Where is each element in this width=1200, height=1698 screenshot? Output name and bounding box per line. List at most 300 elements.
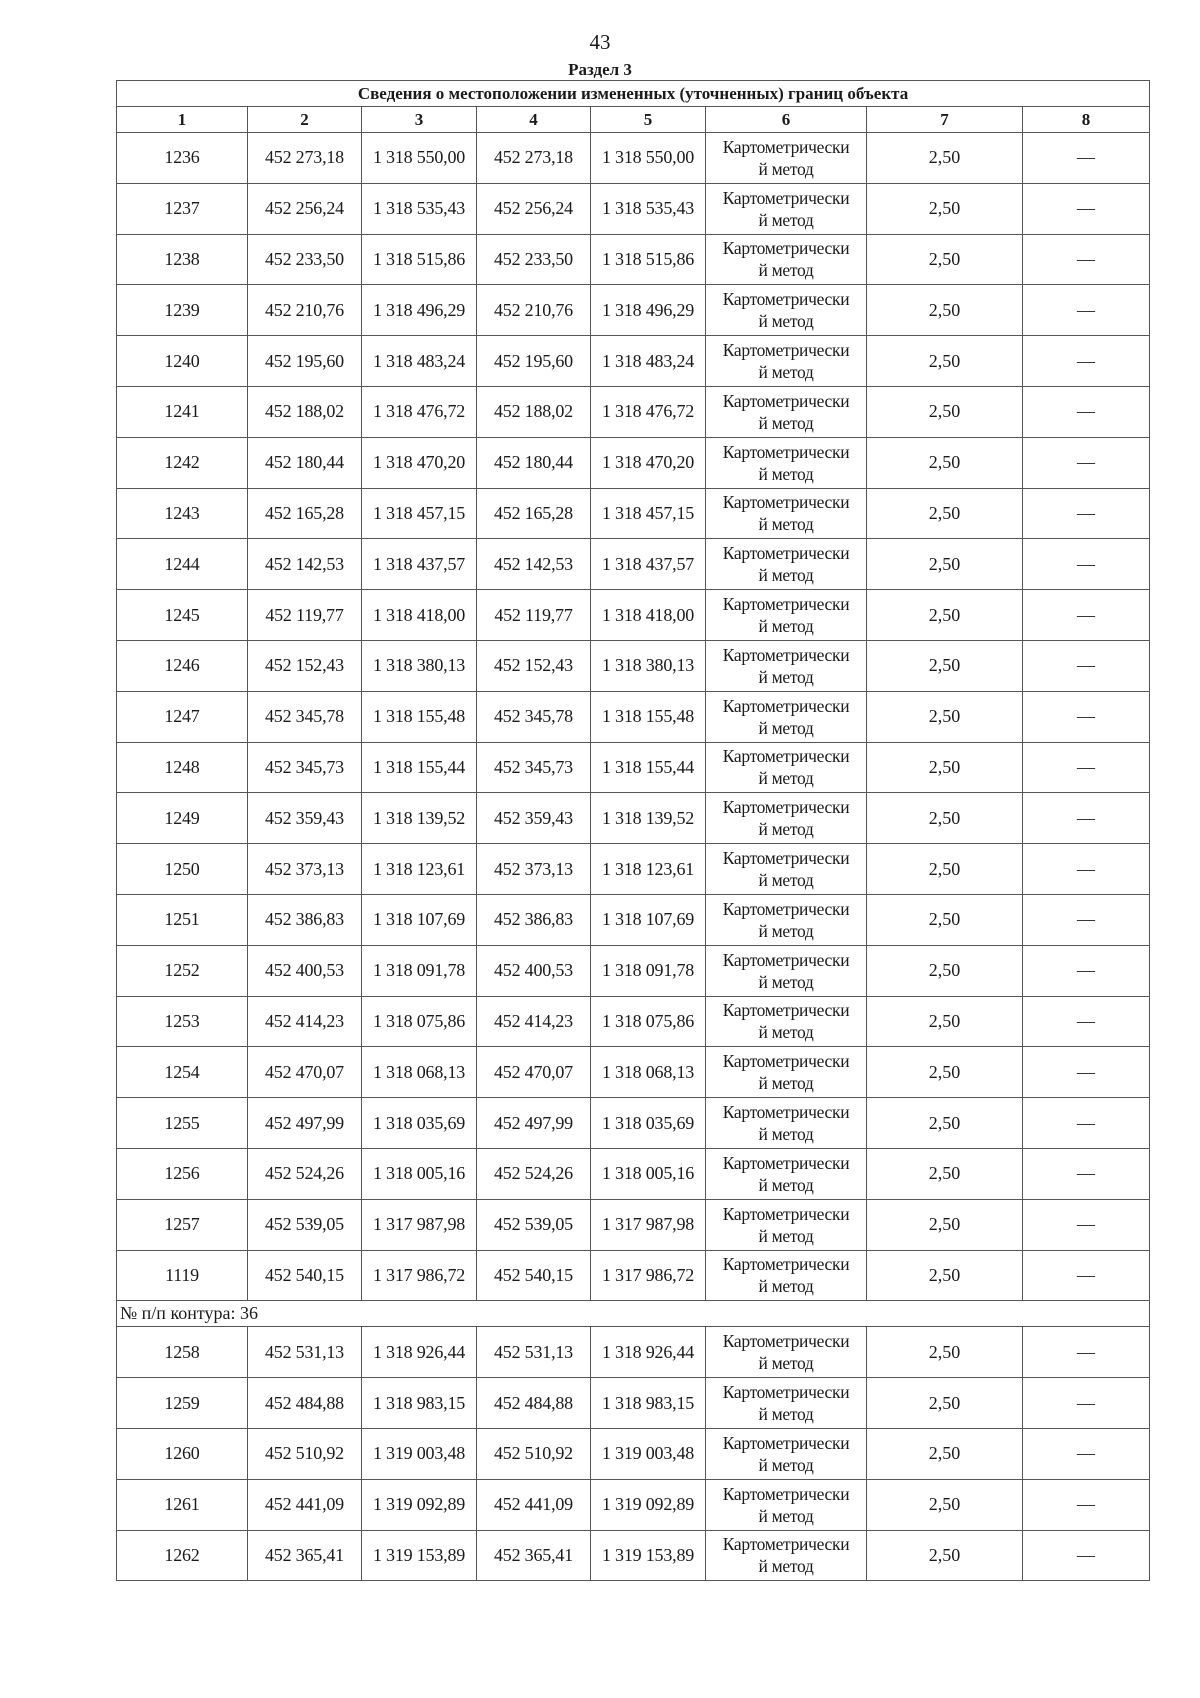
table-row [117, 640, 1150, 691]
accuracy-cell: 2,50 [867, 1378, 1023, 1429]
description-cell: — [1023, 894, 1150, 945]
point-number-cell: 1238 [117, 234, 248, 285]
y-old-cell: 1 319 092,89 [362, 1479, 477, 1530]
table-row [117, 1479, 1150, 1530]
y-old-cell: 1 318 437,57 [362, 539, 477, 590]
y-new-cell: 1 318 535,43 [591, 183, 706, 234]
y-old-cell: 1 318 470,20 [362, 437, 477, 488]
y-old-cell: 1 318 457,15 [362, 488, 477, 539]
description-cell: — [1023, 1530, 1150, 1581]
y-new-cell: 1 318 155,48 [591, 691, 706, 742]
description-cell: — [1023, 285, 1150, 336]
y-old-cell: 1 318 483,24 [362, 336, 477, 387]
y-new-cell: 1 319 153,89 [591, 1530, 706, 1581]
method-text-line: Картометрически [722, 238, 850, 259]
method-text-line: й метод [758, 158, 814, 179]
method-text-line: Картометрически [722, 1382, 850, 1403]
point-number-cell: 1242 [117, 437, 248, 488]
accuracy-cell: 2,50 [867, 1479, 1023, 1530]
y-new-cell: 1 318 470,20 [591, 437, 706, 488]
accuracy-cell: 2,50 [867, 1047, 1023, 1098]
column-number: 6 [706, 107, 867, 133]
table-row [117, 234, 1150, 285]
x-new-cell: 452 152,43 [477, 640, 591, 691]
y-old-cell: 1 318 091,78 [362, 945, 477, 996]
y-old-cell: 1 318 550,00 [362, 133, 477, 184]
method-text-line: Картометрически [722, 136, 850, 157]
table-body [117, 133, 1150, 1581]
point-number-cell: 1252 [117, 945, 248, 996]
method-cell [706, 1428, 867, 1479]
method-cell [706, 640, 867, 691]
x-new-cell: 452 188,02 [477, 386, 591, 437]
method-text-line: й метод [758, 362, 814, 383]
table-row [117, 539, 1150, 590]
method-text-line: Картометрически [722, 441, 850, 462]
point-number-cell: 1245 [117, 590, 248, 641]
method-text-line: й метод [758, 717, 814, 738]
accuracy-cell: 2,50 [867, 691, 1023, 742]
x-new-cell: 452 345,73 [477, 742, 591, 793]
page-number: 43 [589, 30, 611, 54]
x-old-cell: 452 386,83 [248, 894, 362, 945]
description-cell: — [1023, 336, 1150, 387]
method-text-line: й метод [758, 616, 814, 637]
method-cell [706, 539, 867, 590]
method-cell [706, 1098, 867, 1149]
table-row [117, 1428, 1150, 1479]
method-cell [706, 1479, 867, 1530]
accuracy-cell: 2,50 [867, 1327, 1023, 1378]
point-number-cell: 1262 [117, 1530, 248, 1581]
column-number-row [117, 107, 1150, 133]
method-cell [706, 336, 867, 387]
table-row [117, 894, 1150, 945]
x-new-cell: 452 273,18 [477, 133, 591, 184]
method-text-line: й метод [758, 1276, 814, 1297]
y-new-cell: 1 318 380,13 [591, 640, 706, 691]
y-new-cell: 1 318 075,86 [591, 996, 706, 1047]
method-text-line: й метод [758, 1124, 814, 1145]
description-cell: — [1023, 133, 1150, 184]
method-cell [706, 234, 867, 285]
table-row [117, 1327, 1150, 1378]
column-number: 4 [477, 107, 591, 133]
y-new-cell: 1 318 107,69 [591, 894, 706, 945]
x-old-cell: 452 165,28 [248, 488, 362, 539]
method-text-line: й метод [758, 311, 814, 332]
x-old-cell: 452 531,13 [248, 1327, 362, 1378]
y-old-cell: 1 318 418,00 [362, 590, 477, 641]
accuracy-cell: 2,50 [867, 1098, 1023, 1149]
description-cell: — [1023, 1098, 1150, 1149]
method-text-line: Картометрически [722, 898, 850, 919]
y-old-cell: 1 318 496,29 [362, 285, 477, 336]
point-number-cell: 1237 [117, 183, 248, 234]
column-number: 5 [591, 107, 706, 133]
x-old-cell: 452 345,73 [248, 742, 362, 793]
point-number-cell: 1257 [117, 1199, 248, 1250]
x-old-cell: 452 510,92 [248, 1428, 362, 1479]
accuracy-cell: 2,50 [867, 590, 1023, 641]
point-number-cell: 1241 [117, 386, 248, 437]
x-new-cell: 452 540,15 [477, 1250, 591, 1301]
y-old-cell: 1 317 986,72 [362, 1250, 477, 1301]
method-text-line: Картометрически [722, 644, 850, 665]
y-new-cell: 1 317 986,72 [591, 1250, 706, 1301]
point-number-cell: 1239 [117, 285, 248, 336]
x-old-cell: 452 152,43 [248, 640, 362, 691]
method-text-line: й метод [758, 565, 814, 586]
accuracy-cell: 2,50 [867, 945, 1023, 996]
method-text-line: й метод [758, 920, 814, 941]
method-text-line: й метод [758, 1353, 814, 1374]
accuracy-cell: 2,50 [867, 1530, 1023, 1581]
method-text-line: й метод [758, 1556, 814, 1577]
description-cell: — [1023, 1327, 1150, 1378]
method-text-line: й метод [758, 971, 814, 992]
description-cell: — [1023, 437, 1150, 488]
x-new-cell: 452 414,23 [477, 996, 591, 1047]
x-old-cell: 452 373,13 [248, 844, 362, 895]
table-row [117, 793, 1150, 844]
table-row [117, 1530, 1150, 1581]
point-number-cell: 1253 [117, 996, 248, 1047]
accuracy-cell: 2,50 [867, 437, 1023, 488]
y-new-cell: 1 318 068,13 [591, 1047, 706, 1098]
point-number-cell: 1256 [117, 1148, 248, 1199]
y-old-cell: 1 318 035,69 [362, 1098, 477, 1149]
method-text-line: й метод [758, 1073, 814, 1094]
x-old-cell: 452 273,18 [248, 133, 362, 184]
method-cell [706, 386, 867, 437]
x-old-cell: 452 539,05 [248, 1199, 362, 1250]
x-new-cell: 452 510,92 [477, 1428, 591, 1479]
method-text-line: Картометрически [722, 797, 850, 818]
y-old-cell: 1 319 153,89 [362, 1530, 477, 1581]
method-text-line: й метод [758, 412, 814, 433]
method-text-line: й метод [758, 209, 814, 230]
table-row [117, 386, 1150, 437]
y-new-cell: 1 318 496,29 [591, 285, 706, 336]
point-number-cell: 1243 [117, 488, 248, 539]
y-old-cell: 1 318 515,86 [362, 234, 477, 285]
point-number-cell: 1255 [117, 1098, 248, 1149]
x-old-cell: 452 441,09 [248, 1479, 362, 1530]
accuracy-cell: 2,50 [867, 793, 1023, 844]
method-text-line: Картометрически [722, 1331, 850, 1352]
method-text-line: й метод [758, 768, 814, 789]
point-number-cell: 1261 [117, 1479, 248, 1530]
method-cell [706, 133, 867, 184]
x-old-cell: 452 359,43 [248, 793, 362, 844]
method-text-line: Картометрически [722, 594, 850, 615]
y-old-cell: 1 318 155,44 [362, 742, 477, 793]
description-cell: — [1023, 742, 1150, 793]
x-new-cell: 452 165,28 [477, 488, 591, 539]
x-new-cell: 452 345,78 [477, 691, 591, 742]
description-cell: — [1023, 539, 1150, 590]
method-text-line: Картометрически [722, 1254, 850, 1275]
y-new-cell: 1 318 155,44 [591, 742, 706, 793]
table-caption: Сведения о местоположении измененных (уточненных) границ объекта [117, 81, 1150, 107]
y-new-cell: 1 317 987,98 [591, 1199, 706, 1250]
point-number-cell: 1247 [117, 691, 248, 742]
x-new-cell: 452 233,50 [477, 234, 591, 285]
method-text-line: й метод [758, 1225, 814, 1246]
accuracy-cell: 2,50 [867, 336, 1023, 387]
point-number-cell: 1244 [117, 539, 248, 590]
x-new-cell: 452 539,05 [477, 1199, 591, 1250]
accuracy-cell: 2,50 [867, 183, 1023, 234]
x-old-cell: 452 524,26 [248, 1148, 362, 1199]
description-cell: — [1023, 1479, 1150, 1530]
method-cell [706, 742, 867, 793]
y-new-cell: 1 318 457,15 [591, 488, 706, 539]
method-text-line: Картометрически [722, 543, 850, 564]
table-row [117, 691, 1150, 742]
accuracy-cell: 2,50 [867, 285, 1023, 336]
point-number-cell: 1248 [117, 742, 248, 793]
table-row [117, 183, 1150, 234]
method-text-line: й метод [758, 819, 814, 840]
method-text-line: Картометрически [722, 695, 850, 716]
column-number: 1 [117, 107, 248, 133]
x-new-cell: 452 180,44 [477, 437, 591, 488]
point-number-cell: 1119 [117, 1250, 248, 1301]
method-cell [706, 488, 867, 539]
description-cell: — [1023, 996, 1150, 1047]
table-row [117, 488, 1150, 539]
method-cell [706, 285, 867, 336]
method-text-line: Картометрически [722, 492, 850, 513]
y-new-cell: 1 318 139,52 [591, 793, 706, 844]
y-old-cell: 1 318 075,86 [362, 996, 477, 1047]
x-new-cell: 452 256,24 [477, 183, 591, 234]
method-cell [706, 1250, 867, 1301]
method-text-line: Картометрически [722, 746, 850, 767]
column-number: 7 [867, 107, 1023, 133]
table-row [117, 336, 1150, 387]
x-new-cell: 452 365,41 [477, 1530, 591, 1581]
method-text-line: й метод [758, 463, 814, 484]
y-old-cell: 1 318 139,52 [362, 793, 477, 844]
y-new-cell: 1 319 003,48 [591, 1428, 706, 1479]
description-cell: — [1023, 1148, 1150, 1199]
method-text-line: й метод [758, 1022, 814, 1043]
method-text-line: Картометрически [722, 1483, 850, 1504]
description-cell: — [1023, 1378, 1150, 1429]
accuracy-cell: 2,50 [867, 894, 1023, 945]
description-cell: — [1023, 793, 1150, 844]
x-old-cell: 452 188,02 [248, 386, 362, 437]
y-old-cell: 1 318 535,43 [362, 183, 477, 234]
method-text-line: Картометрически [722, 390, 850, 411]
method-cell [706, 844, 867, 895]
y-old-cell: 1 318 068,13 [362, 1047, 477, 1098]
y-new-cell: 1 319 092,89 [591, 1479, 706, 1530]
accuracy-cell: 2,50 [867, 234, 1023, 285]
y-new-cell: 1 318 035,69 [591, 1098, 706, 1149]
accuracy-cell: 2,50 [867, 1428, 1023, 1479]
x-new-cell: 452 470,07 [477, 1047, 591, 1098]
method-text-line: й метод [758, 1454, 814, 1475]
y-new-cell: 1 318 550,00 [591, 133, 706, 184]
x-new-cell: 452 142,53 [477, 539, 591, 590]
contour-row [117, 1301, 1150, 1327]
method-cell [706, 1327, 867, 1378]
table-row [117, 437, 1150, 488]
x-new-cell: 452 531,13 [477, 1327, 591, 1378]
contour-label: № п/п контура: 36 [117, 1301, 1150, 1327]
point-number-cell: 1246 [117, 640, 248, 691]
method-cell [706, 691, 867, 742]
description-cell: — [1023, 691, 1150, 742]
description-cell: — [1023, 386, 1150, 437]
x-old-cell: 452 256,24 [248, 183, 362, 234]
method-text-line: й метод [758, 1174, 814, 1195]
x-old-cell: 452 484,88 [248, 1378, 362, 1429]
method-cell [706, 1199, 867, 1250]
column-number: 8 [1023, 107, 1150, 133]
boundary-coordinates-table [116, 80, 1150, 1581]
method-text-line: Картометрически [722, 1051, 850, 1072]
method-text-line: Картометрически [722, 1152, 850, 1173]
accuracy-cell: 2,50 [867, 539, 1023, 590]
description-cell: — [1023, 1047, 1150, 1098]
method-cell [706, 1378, 867, 1429]
method-cell [706, 945, 867, 996]
x-new-cell: 452 373,13 [477, 844, 591, 895]
method-text-line: Картометрически [722, 1000, 850, 1021]
table-row [117, 742, 1150, 793]
table-row [117, 1199, 1150, 1250]
x-new-cell: 452 524,26 [477, 1148, 591, 1199]
y-old-cell: 1 318 123,61 [362, 844, 477, 895]
y-old-cell: 1 318 107,69 [362, 894, 477, 945]
section-title: Раздел 3 [568, 60, 632, 79]
accuracy-cell: 2,50 [867, 844, 1023, 895]
x-old-cell: 452 345,78 [248, 691, 362, 742]
x-old-cell: 452 210,76 [248, 285, 362, 336]
point-number-cell: 1249 [117, 793, 248, 844]
x-old-cell: 452 365,41 [248, 1530, 362, 1581]
table-row [117, 945, 1150, 996]
method-cell [706, 1148, 867, 1199]
description-cell: — [1023, 183, 1150, 234]
method-text-line: Картометрически [722, 949, 850, 970]
description-cell: — [1023, 590, 1150, 641]
y-old-cell: 1 317 987,98 [362, 1199, 477, 1250]
method-cell [706, 590, 867, 641]
y-new-cell: 1 318 123,61 [591, 844, 706, 895]
method-text-line: Картометрически [722, 289, 850, 310]
y-old-cell: 1 319 003,48 [362, 1428, 477, 1479]
table-row [117, 1148, 1150, 1199]
point-number-cell: 1251 [117, 894, 248, 945]
table-caption-row [117, 81, 1150, 107]
accuracy-cell: 2,50 [867, 1199, 1023, 1250]
method-text-line: Картометрически [722, 1203, 850, 1224]
x-new-cell: 452 497,99 [477, 1098, 591, 1149]
accuracy-cell: 2,50 [867, 996, 1023, 1047]
y-new-cell: 1 318 091,78 [591, 945, 706, 996]
y-new-cell: 1 318 483,24 [591, 336, 706, 387]
description-cell: — [1023, 1428, 1150, 1479]
table-row [117, 1250, 1150, 1301]
method-cell [706, 894, 867, 945]
y-new-cell: 1 318 437,57 [591, 539, 706, 590]
y-new-cell: 1 318 476,72 [591, 386, 706, 437]
y-new-cell: 1 318 926,44 [591, 1327, 706, 1378]
accuracy-cell: 2,50 [867, 640, 1023, 691]
method-text-line: Картометрически [722, 848, 850, 869]
x-old-cell: 452 540,15 [248, 1250, 362, 1301]
method-text-line: Картометрически [722, 340, 850, 361]
table-row [117, 1098, 1150, 1149]
point-number-cell: 1254 [117, 1047, 248, 1098]
method-cell [706, 1530, 867, 1581]
method-cell [706, 437, 867, 488]
x-old-cell: 452 180,44 [248, 437, 362, 488]
method-text-line: й метод [758, 260, 814, 281]
description-cell: — [1023, 1250, 1150, 1301]
x-new-cell: 452 359,43 [477, 793, 591, 844]
y-new-cell: 1 318 005,16 [591, 1148, 706, 1199]
table-row [117, 844, 1150, 895]
x-new-cell: 452 195,60 [477, 336, 591, 387]
x-old-cell: 452 400,53 [248, 945, 362, 996]
y-new-cell: 1 318 515,86 [591, 234, 706, 285]
point-number-cell: 1258 [117, 1327, 248, 1378]
table-row [117, 1047, 1150, 1098]
accuracy-cell: 2,50 [867, 386, 1023, 437]
y-old-cell: 1 318 155,48 [362, 691, 477, 742]
x-new-cell: 452 484,88 [477, 1378, 591, 1429]
method-text-line: й метод [758, 514, 814, 535]
method-text-line: Картометрически [722, 1534, 850, 1555]
accuracy-cell: 2,50 [867, 1148, 1023, 1199]
description-cell: — [1023, 844, 1150, 895]
x-new-cell: 452 119,77 [477, 590, 591, 641]
accuracy-cell: 2,50 [867, 742, 1023, 793]
column-number: 2 [248, 107, 362, 133]
method-cell [706, 793, 867, 844]
table-row [117, 590, 1150, 641]
method-cell [706, 996, 867, 1047]
method-text-line: й метод [758, 666, 814, 687]
y-old-cell: 1 318 380,13 [362, 640, 477, 691]
x-old-cell: 452 497,99 [248, 1098, 362, 1149]
x-new-cell: 452 400,53 [477, 945, 591, 996]
y-new-cell: 1 318 418,00 [591, 590, 706, 641]
method-text-line: й метод [758, 870, 814, 891]
x-new-cell: 452 441,09 [477, 1479, 591, 1530]
description-cell: — [1023, 234, 1150, 285]
x-new-cell: 452 210,76 [477, 285, 591, 336]
method-text-line: й метод [758, 1404, 814, 1425]
accuracy-cell: 2,50 [867, 1250, 1023, 1301]
x-old-cell: 452 414,23 [248, 996, 362, 1047]
point-number-cell: 1236 [117, 133, 248, 184]
x-old-cell: 452 195,60 [248, 336, 362, 387]
table-row [117, 996, 1150, 1047]
table-row [117, 1378, 1150, 1429]
x-new-cell: 452 386,83 [477, 894, 591, 945]
point-number-cell: 1240 [117, 336, 248, 387]
accuracy-cell: 2,50 [867, 488, 1023, 539]
x-old-cell: 452 233,50 [248, 234, 362, 285]
